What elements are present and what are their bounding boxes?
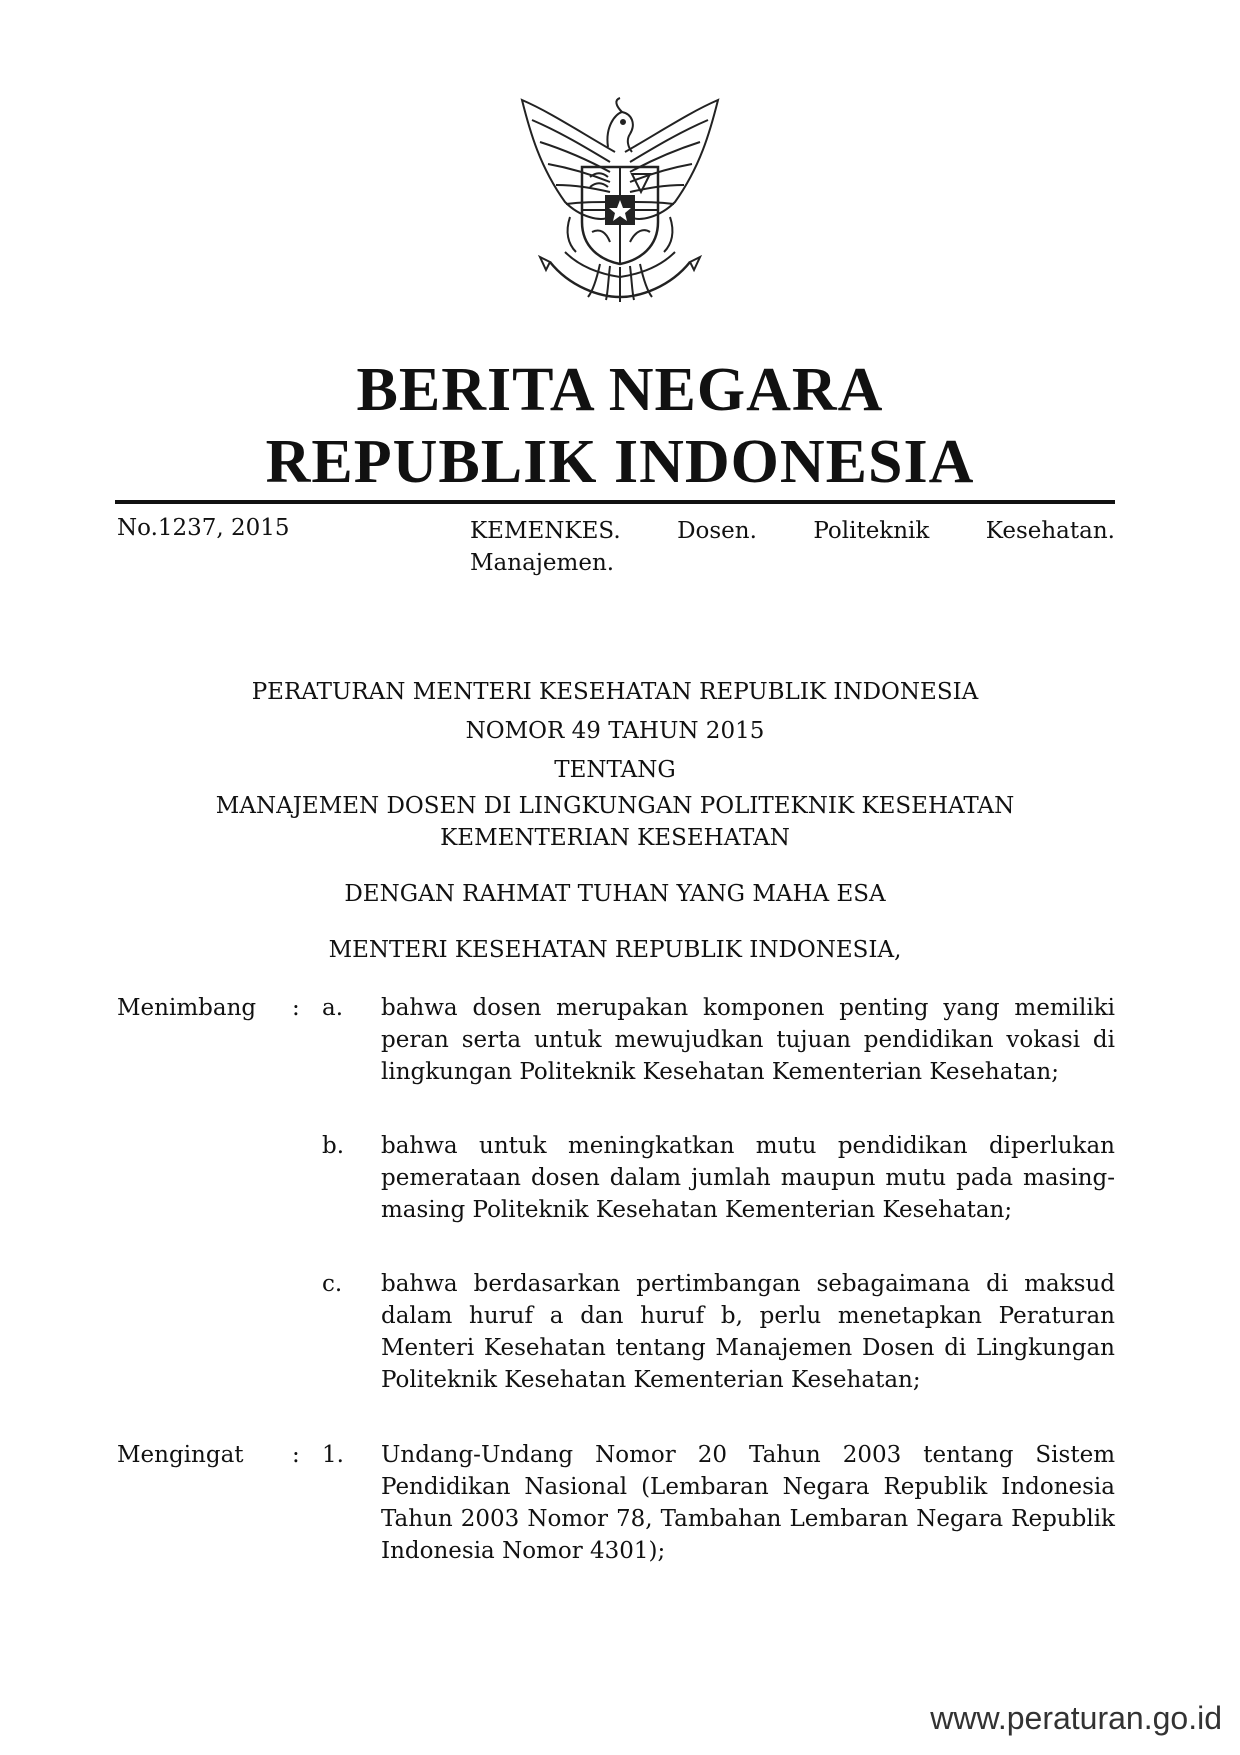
menimbang-item-text: bahwa dosen merupakan komponen penting yang memiliki peran serta untuk mewujudkan tujuan pendidikan vokasi di lingkungan Politeknik Kesehatan Kementerian Kesehatan; bbox=[381, 995, 1115, 1085]
regulation-title: PERATURAN MENTERI KESEHATAN REPUBLIK INDONESIA bbox=[251, 679, 979, 705]
menimbang-colon: : bbox=[292, 995, 300, 1021]
preamble-issuer: MENTERI KESEHATAN REPUBLIK INDONESIA, bbox=[328, 937, 902, 963]
menimbang-item-text: bahwa berdasarkan pertimbangan sebagaimana di maksud dalam huruf a dan huruf b, perlu menetapkan Peraturan Menteri Kesehatan tentang Manajemen Dosen di Lingkungan Politeknik Kesehatan Kementerian Kesehatan; bbox=[381, 1271, 1115, 1393]
regulation-subject-line2: KEMENTERIAN KESEHATAN bbox=[440, 825, 790, 851]
desc-line2: Manajemen. bbox=[470, 550, 615, 576]
desc-word: Dosen. bbox=[677, 518, 757, 544]
regulation-tentang: TENTANG bbox=[554, 757, 676, 783]
desc-word: Politeknik bbox=[813, 518, 930, 544]
mengingat-marker: 1. bbox=[322, 1442, 344, 1468]
masthead-title-line2: REPUBLIK INDONESIA bbox=[265, 428, 975, 496]
desc-word: KEMENKES. bbox=[470, 518, 621, 544]
regulation-subject-line1: MANAJEMEN DOSEN DI LINGKUNGAN POLITEKNIK KESEHATAN bbox=[215, 793, 1015, 819]
mengingat-item-text: Undang-Undang Nomor 20 Tahun 2003 tentang Sistem Pendidikan Nasional (Lembaran Negara Republik Indonesia Tahun 2003 Nomor 78, Tambahan Lembaran Negara Republik Indonesia Nomor 4301); bbox=[381, 1442, 1115, 1564]
mengingat-colon: : bbox=[292, 1442, 300, 1468]
preamble-blessing: DENGAN RAHMAT TUHAN YANG MAHA ESA bbox=[344, 881, 886, 907]
menimbang-item-text: bahwa untuk meningkatkan mutu pendidikan diperlukan pemerataan dosen dalam jumlah maupun mutu pada masing-masing Politeknik Kesehatan Kementerian Kesehatan; bbox=[381, 1133, 1115, 1223]
menimbang-marker: c. bbox=[322, 1271, 343, 1297]
menimbang-label: Menimbang bbox=[117, 995, 257, 1021]
menimbang-marker: a. bbox=[322, 995, 344, 1021]
masthead-title-line1: BERITA NEGARA bbox=[356, 356, 884, 424]
menimbang-marker: b. bbox=[322, 1133, 345, 1159]
regulation-number: NOMOR 49 TAHUN 2015 bbox=[465, 718, 765, 744]
gazette-number: No.1237, 2015 bbox=[117, 515, 290, 541]
desc-word: Kesehatan. bbox=[985, 518, 1115, 544]
gazette-description bbox=[470, 515, 1115, 579]
footer-url: www.peraturan.go.id bbox=[930, 1700, 1222, 1736]
masthead-divider bbox=[115, 500, 1115, 504]
mengingat-label: Mengingat bbox=[117, 1442, 244, 1468]
garuda-emblem-icon bbox=[510, 92, 730, 312]
